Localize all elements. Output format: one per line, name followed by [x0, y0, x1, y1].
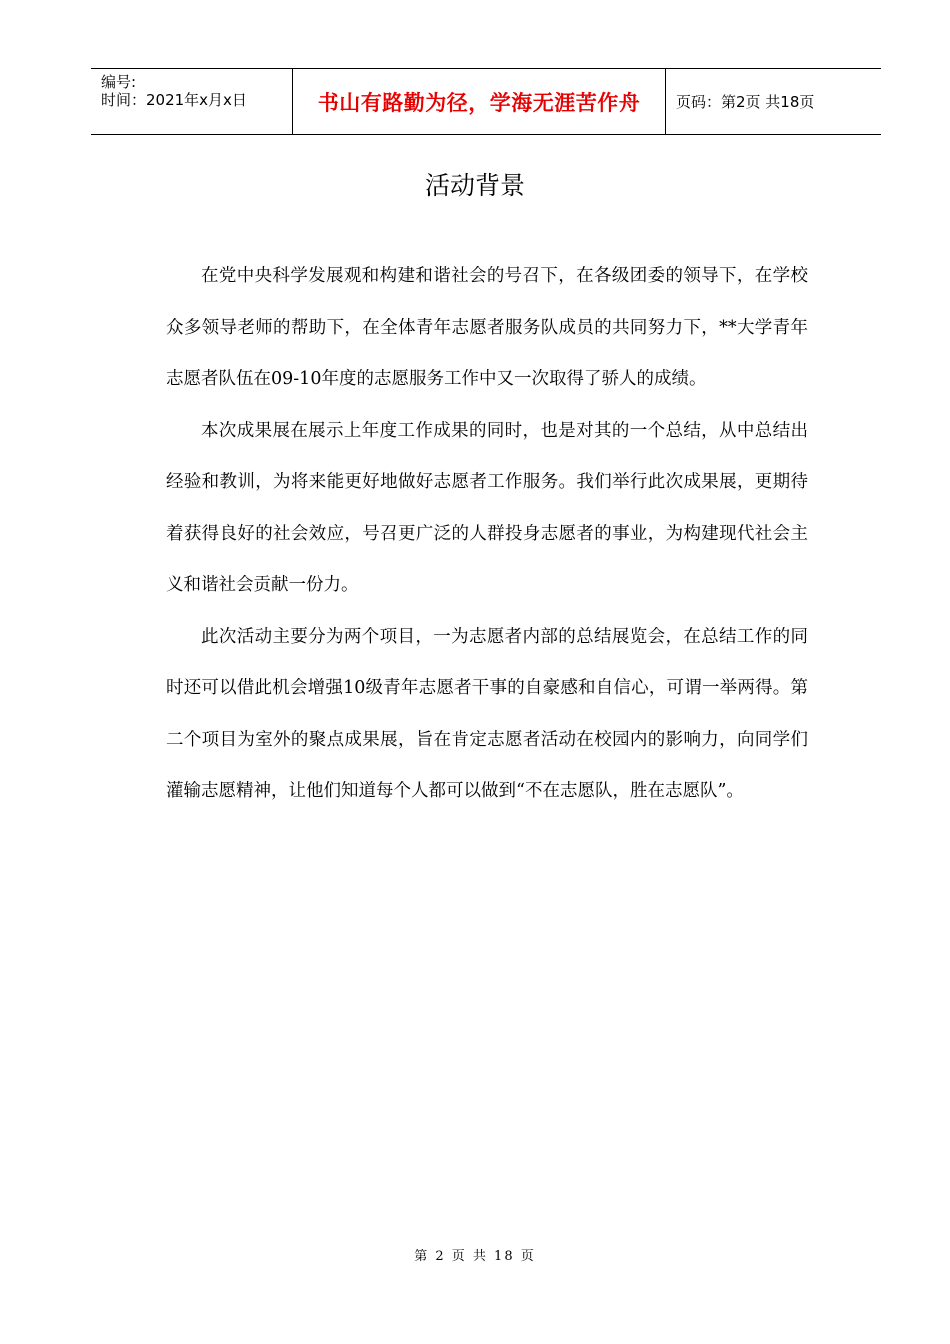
- document-number-label: 编号:: [101, 73, 137, 91]
- page-footer: 第 2 页 共 18 页: [414, 1249, 536, 1264]
- body-paragraph: 在党中央科学发展观和构建和谐社会的号召下，在各级团委的领导下，在学校众多领导老师的帮助下，在全体青年志愿者服务队成员的共同努力下，**大学青年志愿者队伍在09-10年度的志愿服务工作中又一次取得了骄人的成绩。: [166, 266, 808, 389]
- body-paragraph: 此次活动主要分为两个项目，一为志愿者内部的总结展览会，在总结工作的同时还可以借此机会增强10级青年志愿者干事的自豪感和自信心，可谓一举两得。第二个项目为室外的聚点成果展，旨在肯定志愿者活动在校园内的影响力，向同学们灌输志愿精神，让他们知道每个人都可以做到“不在志愿队，胜在志愿队”。: [166, 626, 808, 801]
- document-title: 活动背景: [424, 171, 525, 200]
- document-body: [166, 251, 808, 818]
- header-motto-cell: [293, 69, 666, 134]
- document-time-label: 时间：2021年x月x日: [101, 91, 247, 109]
- header-meta-cell: [91, 69, 293, 134]
- header-page-code: 页码：第2页 共18页: [676, 93, 815, 111]
- page-header: [91, 68, 881, 135]
- header-page-cell: [666, 69, 881, 134]
- body-paragraph: 本次成果展在展示上年度工作成果的同时，也是对其的一个总结，从中总结出经验和教训，为将来能更好地做好志愿者工作服务。我们举行此次成果展，更期待着获得良好的社会效应，号召更广泛的人群投身志愿者的事业，为构建现代社会主义和谐社会贡献一份力。: [166, 420, 808, 595]
- header-motto: 书山有路勤为径，学海无涯苦作舟: [317, 90, 641, 115]
